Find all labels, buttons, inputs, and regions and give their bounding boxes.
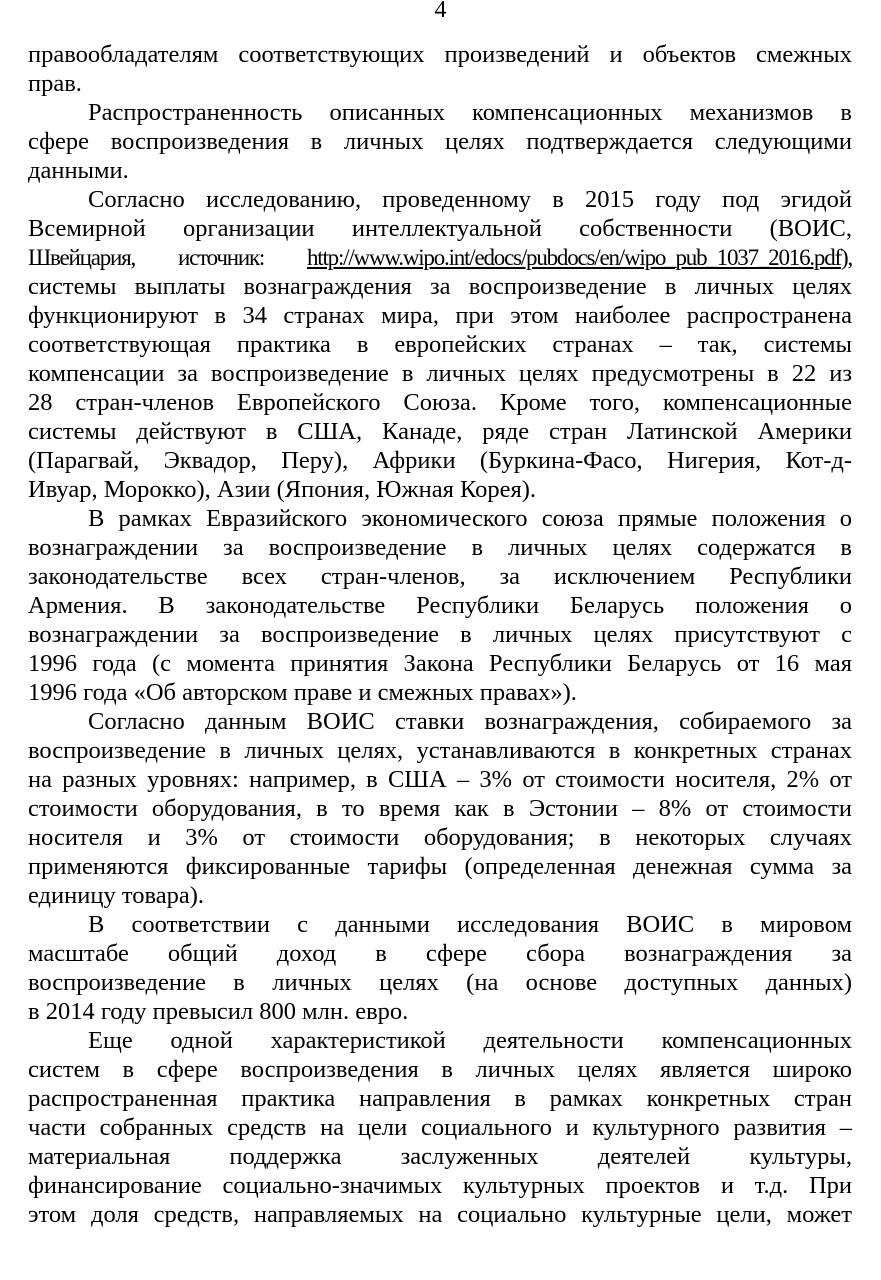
text-line: носителя и 3% от стоимости оборудования; в некоторых случаях	[28, 824, 852, 851]
text-line: Согласно исследованию, проведенному в 2015 году под эгидой	[88, 186, 852, 213]
text-line: в 2014 году превысил 800 млн. евро.	[28, 998, 409, 1025]
text-line: распространенная практика направления в рамках конкретных стран	[28, 1085, 852, 1112]
text-line: воспроизведение в личных целях (на основе доступных данных)	[28, 969, 852, 996]
text-line: Армения. В законодательстве Республики Беларусь положения о	[28, 592, 852, 619]
paragraph-4	[28, 504, 852, 707]
text-line: системы выплаты вознаграждения за воспроизведение в личных целях	[28, 273, 852, 300]
text-line: функционируют в 34 странах мира, при этом наиболее распространена	[28, 302, 852, 329]
text-line: соответствующая практика в европейских странах – так, системы	[28, 331, 852, 358]
source-suffix: ),	[840, 245, 852, 270]
text-line: Всемирной организации интеллектуальной собственности (ВОИС,	[28, 215, 852, 242]
paragraph-3	[28, 185, 852, 504]
paragraph-7	[28, 1026, 852, 1229]
document-body	[28, 40, 852, 1229]
text-line: единицу товара).	[28, 882, 204, 909]
text-line: на разных уровнях: например, в США – 3% от стоимости носителя, 2% от	[28, 766, 852, 793]
text-line: 1996 года (с момента принятия Закона Республики Беларусь от 16 мая	[28, 650, 852, 677]
text-line: систем в сфере воспроизведения в личных целях является широко	[28, 1056, 852, 1083]
text-line: стоимости оборудования, в то время как в Эстонии – 8% от стоимости	[28, 795, 852, 822]
text-line: правообладателям соответствующих произведений и объектов смежных	[28, 41, 852, 68]
text-line: Согласно данным ВОИС ставки вознаграждения, собираемого за	[88, 708, 852, 735]
text-line: масштабе общий доход в сфере сбора вознаграждения за	[28, 940, 852, 967]
text-line: вознаграждении за воспроизведение в личных целях присутствуют с	[28, 621, 852, 648]
paragraph-1	[28, 40, 852, 98]
source-prefix: Швейцария, источник:	[28, 245, 307, 270]
text-line: части собранных средств на цели социального и культурного развития –	[28, 1114, 852, 1141]
text-line: компенсации за воспроизведение в личных целях предусмотрены в 22 из	[28, 360, 852, 387]
text-line: Еще одной характеристикой деятельности компенсационных	[88, 1027, 852, 1054]
text-line: данными.	[28, 157, 129, 184]
text-line: применяются фиксированные тарифы (определенная денежная сумма за	[28, 853, 852, 880]
text-line: вознаграждении за воспроизведение в личных целях содержатся в	[28, 534, 852, 561]
text-line: 28 стран-членов Европейского Союза. Кроме того, компенсационные	[28, 389, 852, 416]
text-line: Ивуар, Морокко), Азии (Япония, Южная Корея).	[28, 476, 537, 503]
source-line	[28, 243, 852, 272]
text-line: прав.	[28, 70, 82, 97]
paragraph-2	[28, 98, 852, 185]
paragraph-5	[28, 707, 852, 910]
text-line: В рамках Евразийского экономического союза прямые положения о	[88, 505, 852, 532]
text-line: системы действуют в США, Канаде, ряде стран Латинской Америки	[28, 418, 852, 445]
text-line: воспроизведение в личных целях, устанавливаются в конкретных странах	[28, 737, 852, 764]
text-line: Распространенность описанных компенсационных механизмов в	[88, 99, 852, 126]
paragraph-6	[28, 910, 852, 1026]
source-link[interactable]: http://www.wipo.int/edocs/pubdocs/en/wipo_pub_1037_2016.pdf	[307, 245, 841, 270]
text-line: 1996 года «Об авторском праве и смежных правах»).	[28, 679, 577, 706]
text-line: сфере воспроизведения в личных целях подтверждается следующими	[28, 128, 852, 155]
text-line: материальная поддержка заслуженных деятелей культуры,	[28, 1143, 852, 1170]
text-line: финансирование социально-значимых культурных проектов и т.д. При	[28, 1172, 852, 1199]
text-line: этом доля средств, направляемых на социально культурные цели, может	[28, 1201, 852, 1228]
text-line: В соответствии с данными исследования ВОИС в мировом	[88, 911, 852, 938]
page-number: 4	[434, 0, 447, 23]
text-line: (Парагвай, Эквадор, Перу), Африки (Буркина-Фасо, Нигерия, Кот-д-	[28, 447, 852, 474]
text-line: законодательстве всех стран-членов, за исключением Республики	[28, 563, 852, 590]
